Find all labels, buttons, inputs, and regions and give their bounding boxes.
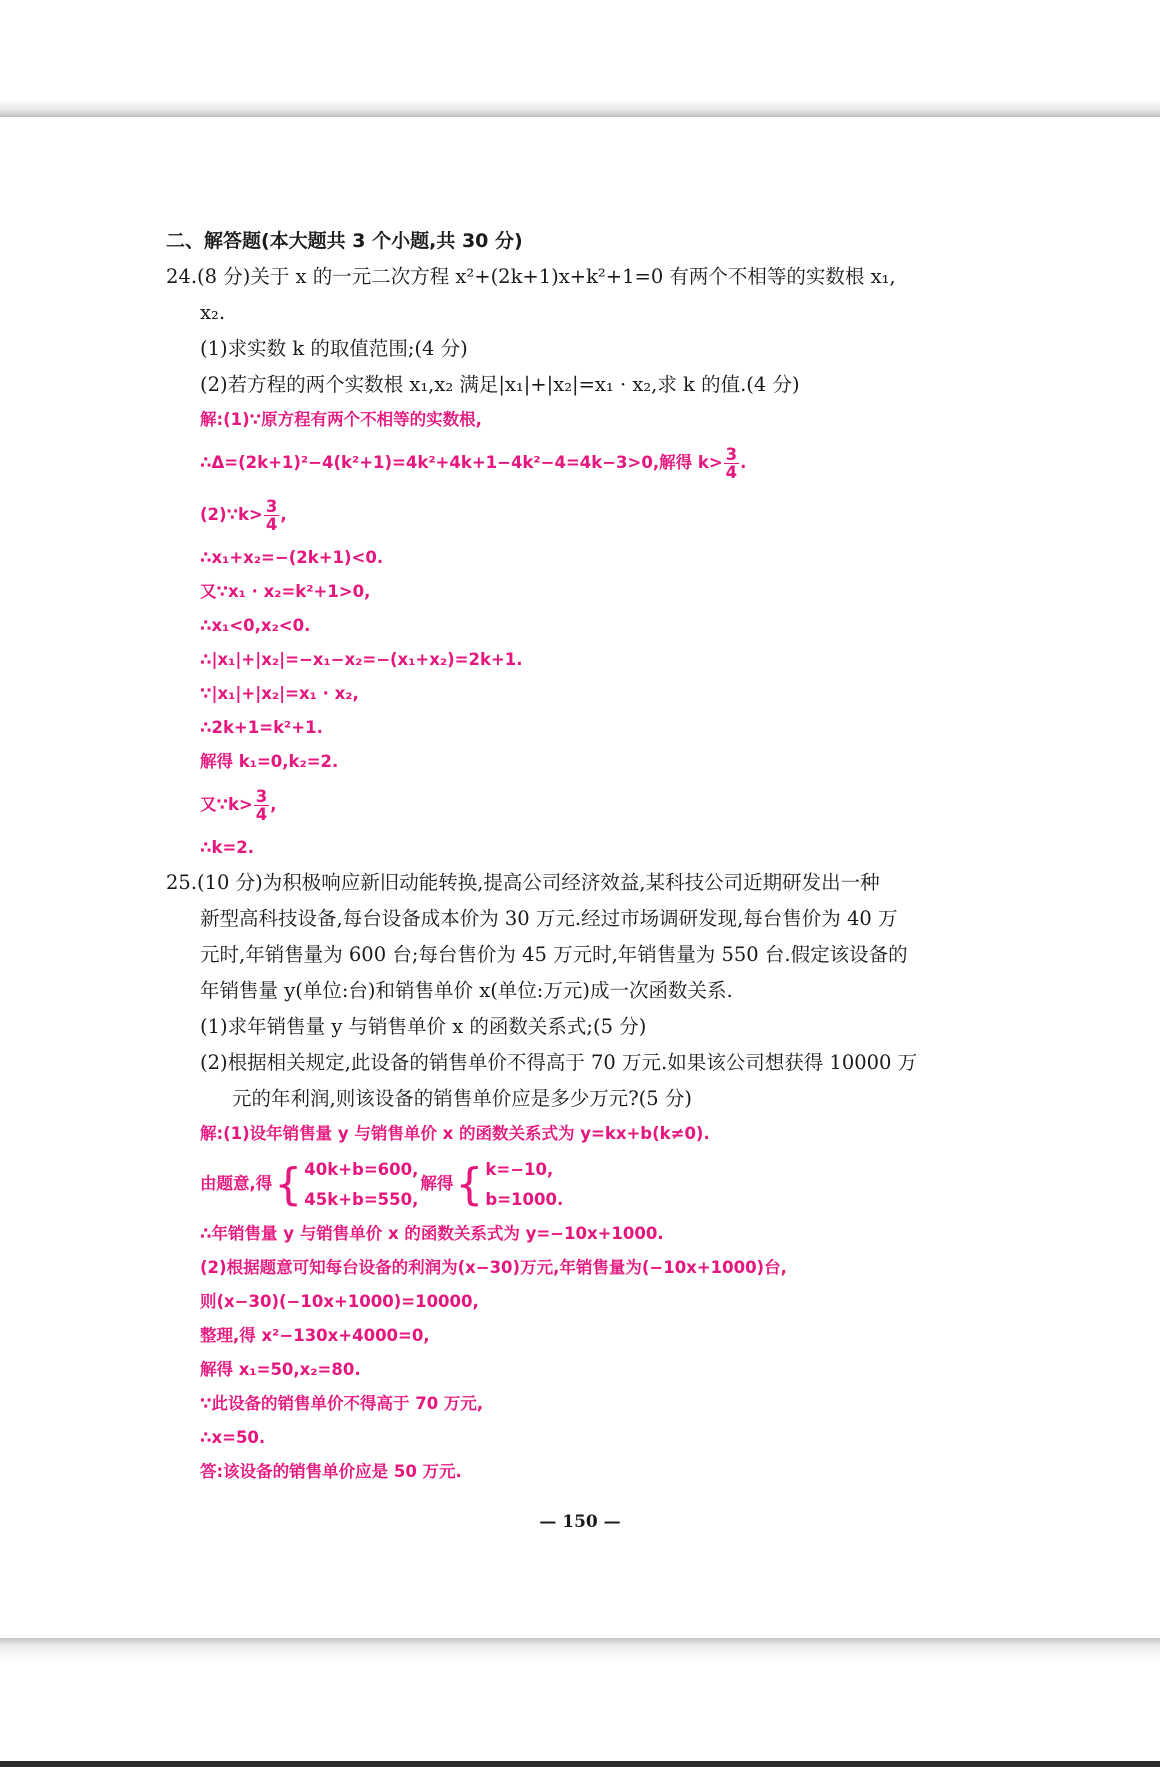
q25-part2-line1: (2)根据相关规定,此设备的销售单价不得高于 70 万元.如果该公司想获得 10000 万 [200, 1051, 918, 1074]
q24-answer-line: ∵|x₁|+|x₂|=x₁ · x₂, [200, 684, 359, 703]
left-brace-icon: { [274, 1158, 303, 1210]
q25-stem-line2: 新型高科技设备,每台设备成本价为 30 万元.经过市场调研发现,每台售价为 40 万 [200, 907, 898, 930]
fraction-numerator: 3 [725, 445, 738, 464]
q24-part2: (2)若方程的两个实数根 x₁,x₂ 满足|x₁|+|x₂|=x₁ · x₂,求 k 的值.(4 分) [200, 373, 800, 396]
q25-answer-text: 解得 [420, 1174, 454, 1193]
q25-answer-line: ∴年销售量 y 与销售单价 x 的函数关系式为 y=−10x+1000. [200, 1224, 664, 1243]
q24-answer-text: , [280, 505, 287, 524]
q25-stem-line4: 年销售量 y(单位:台)和销售单价 x(单位:万元)成一次函数关系. [200, 979, 733, 1002]
q24-answer-line [166, 437, 1006, 489]
q25-answer-line: 整理,得 x²−130x+4000=0, [200, 1326, 430, 1345]
q24-answer-line: 解得 k₁=0,k₂=2. [200, 752, 339, 771]
q25-stem-line3: 元时,年销售量为 600 台;每台售价为 45 万元时,年销售量为 550 台.假定该设备的 [200, 943, 908, 966]
fraction-numerator: 3 [255, 787, 268, 806]
q24-stem-line2: x₂. [200, 301, 226, 324]
q24-answer-line: ∴|x₁|+|x₂|=−x₁−x₂=−(x₁+x₂)=2k+1. [200, 650, 523, 669]
equation-system [274, 1155, 418, 1215]
q24-answer-text: ∴Δ=(2k+1)²−4(k²+1)=4k²+4k+1−4k²−4=4k−3>0,解得 k> [200, 453, 723, 472]
page-content [166, 223, 1006, 1489]
fraction-numerator: 3 [265, 497, 278, 516]
q24-answer-line: ∴k=2. [200, 838, 255, 857]
solution-system [455, 1155, 563, 1215]
fraction-denominator: 4 [255, 805, 268, 824]
q24-answer-line: ∴x₁<0,x₂<0. [200, 616, 311, 635]
q25-answer-line: 答:该设备的销售单价应是 50 万元. [200, 1462, 462, 1481]
question-24 [166, 259, 1006, 865]
q24-answer [166, 403, 1006, 865]
q25-answer-line: 解:(1)设年销售量 y 与销售单价 x 的函数关系式为 y=kx+b(k≠0). [200, 1124, 710, 1143]
section-title: 二、解答题(本大题共 3 个小题,共 30 分) [166, 230, 523, 252]
bottom-margin-shadow [0, 1638, 1160, 1767]
q24-answer-line: ∴2k+1=k²+1. [200, 718, 323, 737]
q25-part2-line2: 元的年利润,则该设备的销售单价应是多少万元?(5 分) [232, 1087, 692, 1110]
fraction-three-quarters [724, 446, 739, 481]
q25-stem-line1: 25.(10 分)为积极响应新旧动能转换,提高公司经济效益,某科技公司近期研发出一种 [166, 871, 880, 894]
equation-row: 45k+b=550, [304, 1189, 419, 1209]
q24-answer-line: 又∵x₁ · x₂=k²+1>0, [200, 582, 371, 601]
q24-answer-line: 解:(1)∵原方程有两个不相等的实数根, [200, 410, 482, 429]
q25-answer [166, 1117, 1006, 1489]
q25-answer-line: ∵此设备的销售单价不得高于 70 万元, [200, 1394, 484, 1413]
q25-part1: (1)求年销售量 y 与销售单价 x 的函数关系式;(5 分) [200, 1015, 647, 1038]
fraction-denominator: 4 [725, 463, 738, 482]
q24-answer-line [166, 779, 1006, 831]
q24-answer-text: 又∵k> [200, 795, 253, 814]
equation-row: b=1000. [485, 1189, 564, 1209]
q25-answer-line: ∴x=50. [200, 1428, 266, 1447]
q24-answer-text: . [740, 453, 747, 472]
page-number: — 150 — [539, 1512, 621, 1532]
q24-part1: (1)求实数 k 的取值范围;(4 分) [200, 337, 468, 360]
fraction-three-quarters [254, 788, 269, 823]
bottom-bar [0, 1761, 1160, 1767]
equation-row: 40k+b=600, [304, 1159, 419, 1179]
top-margin-shadow [0, 0, 1160, 117]
equation-row: k=−10, [485, 1159, 554, 1179]
q24-answer-line: ∴x₁+x₂=−(2k+1)<0. [200, 548, 384, 567]
q24-answer-text: (2)∵k> [200, 505, 263, 524]
q25-answer-line: 解得 x₁=50,x₂=80. [200, 1360, 361, 1379]
question-25 [166, 865, 1006, 1489]
q24-answer-text: , [270, 795, 277, 814]
q25-answer-text: 由题意,得 [200, 1174, 273, 1193]
q24-stem-line1: 24.(8 分)关于 x 的一元二次方程 x²+(2k+1)x+k²+1=0 有两个不相等的实数根 x₁, [166, 265, 896, 288]
fraction-three-quarters [264, 498, 279, 533]
q25-answer-line: (2)根据题意可知每台设备的利润为(x−30)万元,年销售量为(−10x+1000)台, [200, 1258, 787, 1277]
left-brace-icon: { [455, 1158, 484, 1210]
fraction-denominator: 4 [265, 515, 278, 534]
q25-answer-line: 则(x−30)(−10x+1000)=10000, [200, 1292, 479, 1311]
q25-answer-line [166, 1151, 1006, 1217]
q24-answer-line [166, 489, 1006, 541]
